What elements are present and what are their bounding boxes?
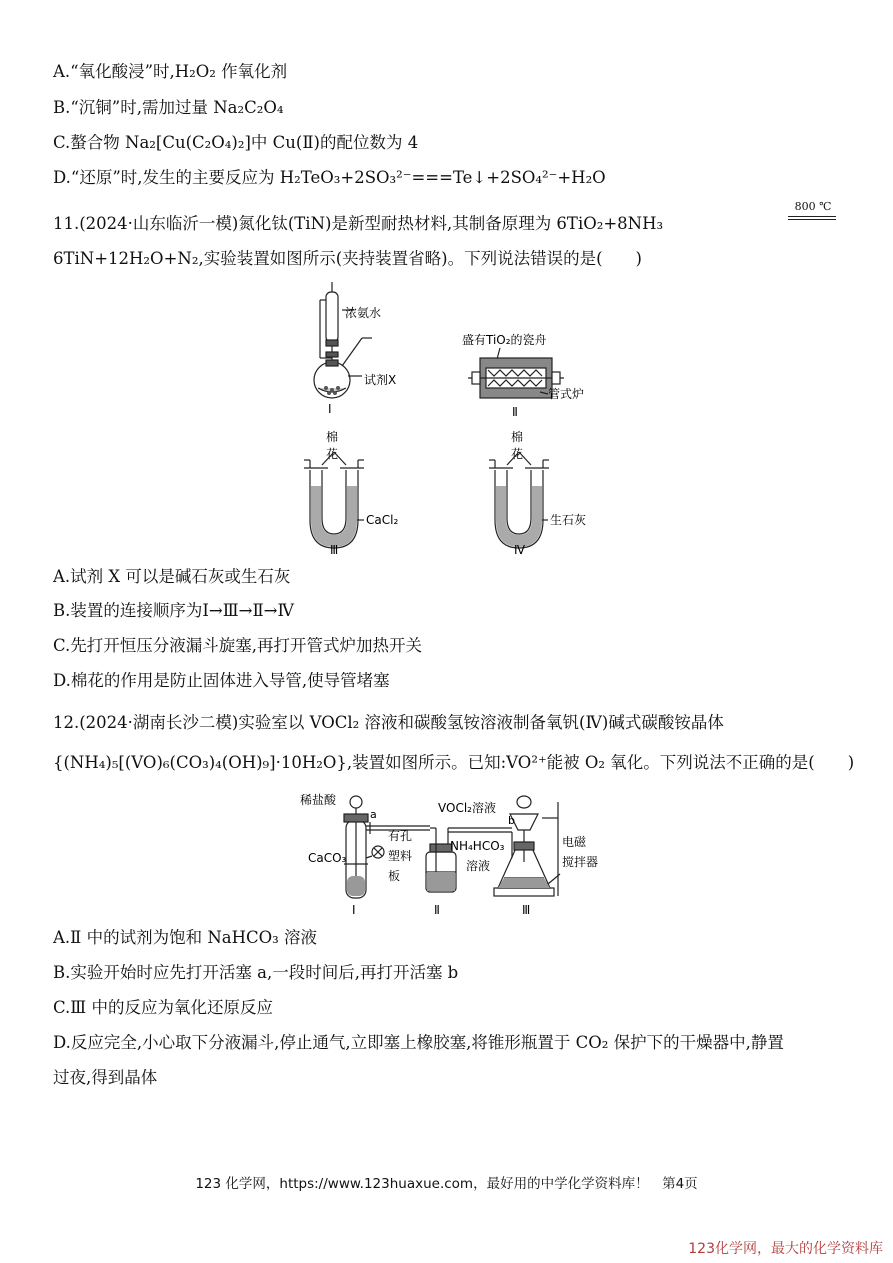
q11-stem-line2: 6TiN+12H₂O+N₂,实验装置如图所示(夹持装置省略)。下列说法错误的是( ): [53, 249, 642, 268]
label-cotton-1b: 棉: [511, 430, 524, 444]
q12-apparatus-figure: [300, 788, 620, 918]
q12-stem-line2: {(NH₄)₅[(VO)₆(CO₃)₄(OH)₉]·10H₂O},装置如图所示。已知:VO²⁺能被 O₂ 氧化。下列说法不正确的是( ): [53, 753, 855, 772]
q11-option-b: B.装置的连接顺序为Ⅰ→Ⅲ→Ⅱ→Ⅳ: [53, 601, 294, 620]
label-cotton-2b: 花: [511, 447, 524, 461]
q10-option-c: C.螯合物 Na₂[Cu(C₂O₄)₂]中 Cu(Ⅱ)的配位数为 4: [53, 133, 419, 152]
label-boat: 盛有TiO₂的瓷舟: [462, 333, 547, 347]
label-stopcock-a: a: [370, 808, 377, 821]
q11-reaction-condition: 800 ℃: [794, 200, 832, 213]
label-stirrer-1: 电磁: [562, 835, 587, 849]
label-cotton-1: 棉: [326, 430, 339, 444]
label-cotton-2: 花: [326, 447, 339, 461]
label-furnace: 管式炉: [548, 387, 585, 401]
q10-option-b: B.“沉铜”时,需加过量 Na₂C₂O₄: [53, 98, 284, 117]
q11-apparatus-figure: [290, 280, 630, 555]
page-footer: 123 化学网，https://www.123huaxue.com，最好用的中学化学资料库！ 第4页: [195, 1176, 698, 1192]
q11-option-d: D.棉花的作用是防止固体进入导管,使导管堵塞: [53, 671, 390, 690]
watermark: 123化学网，最大的化学资料库: [688, 1241, 883, 1257]
q11-condition-bar-2: [788, 219, 836, 220]
label-plate-1: 有孔: [388, 829, 413, 843]
q12-option-d-line1: D.反应完全,小心取下分液漏斗,停止通气,立即塞上橡胶塞,将锥形瓶置于 CO₂ 保护下的干燥器中,静置: [53, 1033, 784, 1052]
label-ii: Ⅱ: [512, 405, 518, 419]
q12-option-a: A.Ⅱ 中的试剂为饱和 NaHCO₃ 溶液: [53, 928, 318, 947]
q10-option-d: D.“还原”时,发生的主要反应为 H₂TeO₃+2SO₃²⁻===Te↓+2SO₄²⁻+H₂O: [53, 168, 606, 187]
label-plate-3: 板: [388, 869, 401, 883]
q11-option-a: A.试剂 X 可以是碱石灰或生石灰: [53, 567, 291, 586]
label-nh4hco3-1: NH₄HCO₃: [450, 839, 505, 853]
label-cacl2: CaCl₂: [366, 513, 399, 527]
q12-stem-line1: 12.(2024·湖南长沙二模)实验室以 VOCl₂ 溶液和碳酸氢铵溶液制备氧钒(Ⅳ)碱式碳酸铵晶体: [53, 713, 724, 732]
q12-option-d-line2: 过夜,得到晶体: [53, 1068, 158, 1087]
label-caco3: CaCO₃: [308, 851, 347, 865]
label-i: Ⅰ: [328, 402, 332, 416]
label-stopcock-b: b: [508, 814, 515, 827]
label-iv: Ⅳ: [514, 543, 526, 555]
label-reagent-x: 试剂X: [364, 373, 397, 387]
label-plate-2: 塑料: [388, 849, 413, 863]
label-iii: Ⅲ: [330, 543, 339, 555]
label-vocl2: VOCl₂溶液: [438, 801, 496, 815]
funnel-body: [326, 292, 338, 342]
q12-option-c: C.Ⅲ 中的反应为氧化还原反应: [53, 998, 273, 1017]
label-nh4hco3-2: 溶液: [466, 859, 491, 873]
q10-option-a: A.“氧化酸浸”时,H₂O₂ 作氧化剂: [53, 62, 288, 81]
label-q12-i: Ⅰ: [352, 903, 356, 917]
q11-stem-line1: 11.(2024·山东临沂一模)氮化钛(TiN)是新型耐热材料,其制备原理为 6TiO₂+8NH₃: [53, 214, 664, 233]
label-q12-ii: Ⅱ: [434, 903, 440, 917]
label-cao: 生石灰: [550, 513, 587, 527]
label-ammonia: 浓氨水: [345, 306, 382, 320]
q11-option-c: C.先打开恒压分液漏斗旋塞,再打开管式炉加热开关: [53, 636, 423, 655]
label-stirrer-2: 搅拌器: [562, 855, 599, 869]
q12-option-b: B.实验开始时应先打开活塞 a,一段时间后,再打开活塞 b: [53, 963, 459, 982]
label-q12-iii: Ⅲ: [522, 903, 531, 917]
label-hcl: 稀盐酸: [300, 793, 337, 807]
q11-condition-bar: [788, 216, 836, 217]
